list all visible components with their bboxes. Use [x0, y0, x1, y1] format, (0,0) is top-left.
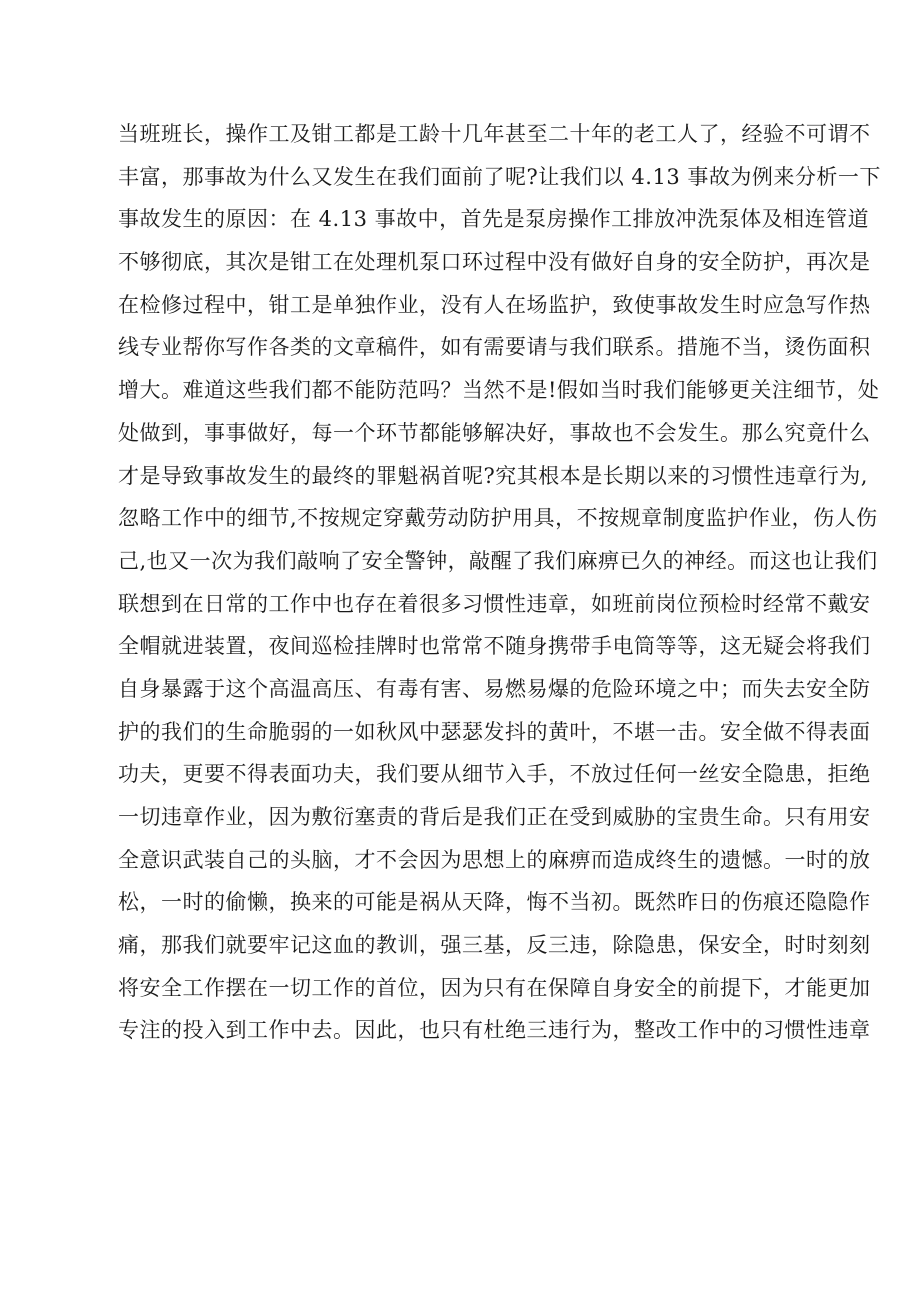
text-line-19: 松，一时的偷懒，换来的可能是祸从天降，悔不当初。既然昨日的伤痕还隐隐作 [118, 890, 871, 915]
text-line-20: 痛，那我们就要牢记这血的教训，强三基，反三违，除隐患，保安全，时时刻刻 [118, 933, 871, 958]
text-line-21: 将安全工作摆在一切工作的首位，因为只有在保障自身安全的前提下，才能更加 [118, 975, 871, 1000]
text-line-7: 增大。难道这些我们都不能防范吗？当然不是!假如当时我们能够更关注细节，处 [118, 378, 880, 403]
text-line-13: 全帽就进装置，夜间巡检挂牌时也常常不随身携带手电筒等等，这无疑会将我们 [118, 634, 871, 659]
text-line-15: 护的我们的生命脆弱的一如秋风中瑟瑟发抖的黄叶，不堪一击。安全做不得表面 [118, 719, 871, 744]
body-paragraph [118, 113, 881, 1052]
text-line-1: 当班班长，操作工及钳工都是工龄十几年甚至二十年的老工人了，经验不可谓不 [118, 122, 871, 146]
text-line-3: 事故发生的原因：在 4.13 事故中，首先是泵房操作工排放冲洗泵体及相连管道 [118, 207, 870, 232]
text-line-11: 己,也又一次为我们敲响了安全警钟，敲醒了我们麻痹已久的神经。而这也让我们 [118, 548, 878, 573]
text-line-16: 功夫，更要不得表面功夫，我们要从细节入手，不放过任何一丝安全隐患，拒绝 [118, 762, 871, 787]
text-line-5: 在检修过程中，钳工是单独作业，没有人在场监护，致使事故发生时应急写作热 [118, 292, 871, 317]
text-line-4: 不够彻底，其次是钳工在处理机泵口环过程中没有做好自身的安全防护，再次是 [118, 250, 871, 275]
text-line-9: 才是导致事故发生的最终的罪魁祸首呢?究其根本是长期以来的习惯性违章行为, [118, 463, 868, 488]
text-line-18: 全意识武装自己的头脑，才不会因为思想上的麻痹而造成终生的遗憾。一时的放 [118, 847, 871, 872]
text-line-12: 联想到在日常的工作中也存在着很多习惯性违章，如班前岗位预检时经常不戴安 [118, 591, 871, 616]
text-line-14: 自身暴露于这个高温高压、有毒有害、易燃易爆的危险环境之中；而失去安全防 [118, 676, 871, 701]
text-line-2: 丰富，那事故为什么又发生在我们面前了呢?让我们以 4.13 事故为例来分析一下 [118, 164, 881, 189]
text-line-17: 一切违章作业，因为敷衍塞责的背后是我们正在受到威胁的宝贵生命。只有用安 [118, 805, 871, 829]
text-line-6: 线专业帮你写作各类的文章稿件，如有需要请与我们联系。措施不当，烫伤面积 [118, 335, 871, 360]
text-line-22: 专注的投入到工作中去。因此，也只有杜绝三违行为，整改工作中的习惯性违章 [118, 1018, 871, 1043]
text-line-8: 处做到，事事做好，每一个环节都能够解决好，事故也不会发生。那么究竟什么 [118, 420, 871, 445]
text-line-10: 忽略工作中的细节,不按规定穿戴劳动防护用具，不按规章制度监护作业，伤人伤 [118, 506, 878, 531]
